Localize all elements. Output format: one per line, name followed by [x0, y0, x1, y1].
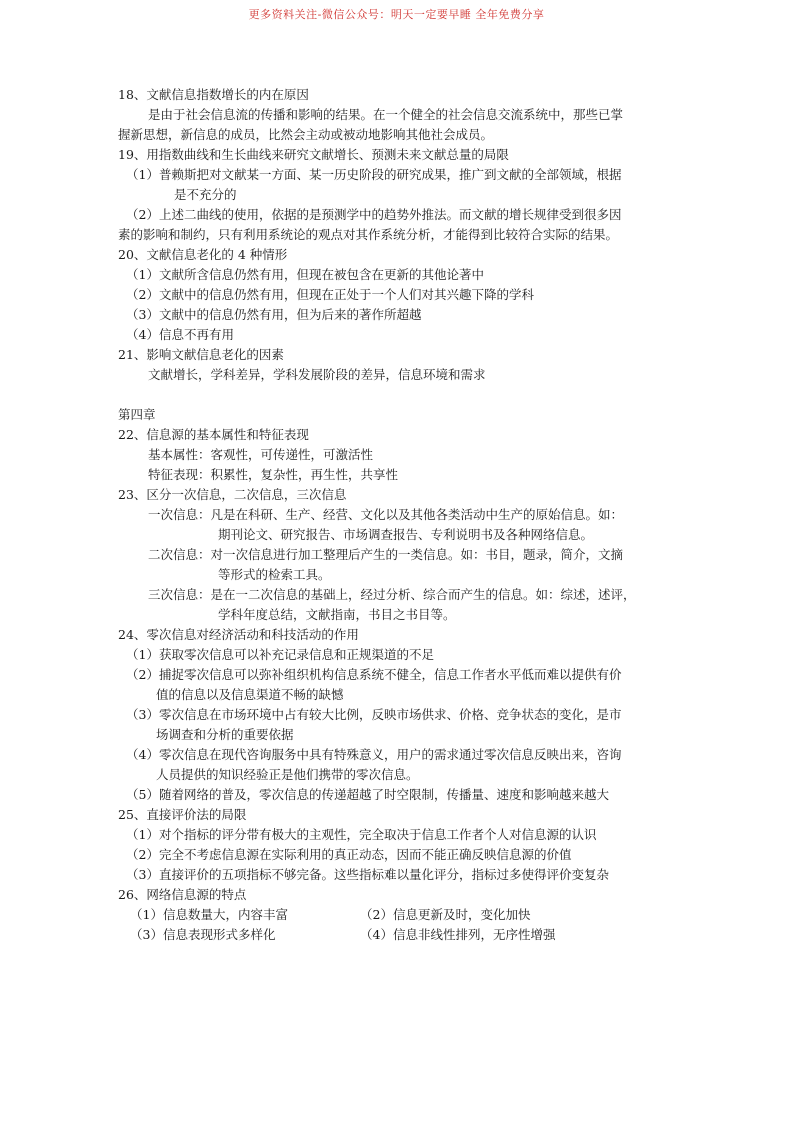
q26-item: （1）信息数量大，内容丰富 [130, 907, 288, 922]
q24-item: （2）捕捉零次信息可以弥补组织机构信息系统不健全，信息工作者水平低而难以提供有价 [126, 667, 622, 682]
q25-title: 25、直接评价法的局限 [118, 807, 247, 822]
q26-row [118, 925, 688, 945]
q23-title: 23、区分一次信息，二次信息，三次信息 [118, 487, 347, 502]
chapter-heading: 第四章 [118, 407, 156, 422]
q23-third-cont: 学科年度总结，文献指南，书目之书目等。 [218, 607, 456, 622]
q22-line: 特征表现：积累性，复杂性，再生性，共享性 [148, 467, 399, 482]
q24-item: （1）获取零次信息可以补充记录信息和正规渠道的不足 [126, 647, 434, 662]
q26-item: （3）信息表现形式多样化 [130, 927, 276, 942]
q20-item: （1）文献所含信息仍然有用，但现在被包含在更新的其他论著中 [126, 267, 484, 282]
q23-second-cont: 等形式的检索工具。 [218, 567, 331, 582]
q24-item: （5）随着网络的普及，零次信息的传递超越了时空限制，传播量、速度和影响越来越大 [126, 787, 609, 802]
q20-item: （4）信息不再有用 [126, 327, 234, 342]
q24-item: （3）零次信息在市场环境中占有较大比例，反映市场供求、价格、竞争状态的变化，是市 [126, 707, 622, 722]
q20-title: 20、文献信息老化的 4 种情形 [118, 247, 288, 262]
q22-line: 基本属性：客观性，可传递性，可激活性 [148, 447, 374, 462]
q25-item: （2）完全不考虑信息源在实际利用的真正动态，因而不能正确反映信息源的价值 [126, 847, 572, 862]
q19-title: 19、用指数曲线和生长曲线来研究文献增长、预测未来文献总量的局限 [118, 147, 509, 162]
q23-first-cont: 期刊论文、研究报告、市场调查报告、专利说明书及各种网络信息。 [218, 527, 594, 542]
spacer [118, 385, 688, 405]
q23-third: 三次信息：是在一二次信息的基础上，经过分析、综合而产生的信息。如：综述，述评， [148, 587, 636, 602]
q26-title: 26、网络信息源的特点 [118, 887, 247, 902]
q19-item-cont: 是不充分的 [174, 187, 237, 202]
q21-title: 21、影响文献信息老化的因素 [118, 347, 284, 362]
q18-line: 是由于社会信息流的传播和影响的结果。在一个健全的社会信息交流系统中，那些已掌 [148, 107, 624, 122]
q26-item: （4）信息非线性排列，无序性增强 [360, 927, 556, 942]
header-banner: 更多资料关注-微信公众号：明天一定要早睡 全年免费分享 [248, 8, 545, 21]
q21-line: 文献增长，学科差异，学科发展阶段的差异，信息环境和需求 [148, 367, 486, 382]
q23-second: 二次信息：对一次信息进行加工整理后产生的一类信息。如：书目，题录，简介，文摘 [148, 547, 624, 562]
q25-item: （1）对个指标的评分带有极大的主观性，完全取决于信息工作者个人对信息源的认识 [126, 827, 597, 842]
q22-title: 22、信息源的基本属性和特征表现 [118, 427, 309, 442]
q18-line: 握新思想，新信息的成员，比然会主动或被动地影响其他社会成员。 [118, 127, 494, 142]
q20-item: （3）文献中的信息仍然有用，但为后来的著作所超越 [126, 307, 422, 322]
q19-item: （1）普赖斯把对文献某一方面、某一历史阶段的研究成果，推广到文献的全部领域，根据 [126, 167, 622, 182]
q18-title: 18、文献信息指数增长的内在原因 [118, 87, 309, 102]
q25-item: （3）直接评价的五项指标不够完备。这些指标难以量化评分，指标过多使得评价变复杂 [126, 867, 609, 882]
q24-item-cont: 人员提供的知识经验正是他们携带的零次信息。 [156, 767, 419, 782]
q26-row [118, 905, 688, 925]
q24-title: 24、零次信息对经济活动和科技活动的作用 [118, 627, 359, 642]
q19-item: （2）上述二曲线的使用，依据的是预测学中的趋势外推法。而文献的增长规律受到很多因 [126, 207, 622, 222]
q24-item-cont: 场调查和分析的重要依据 [156, 727, 294, 742]
q23-first: 一次信息：凡是在科研、生产、经营、文化以及其他各类活动中生产的原始信息。如： [148, 507, 624, 522]
q26-item: （2）信息更新及时，变化加快 [360, 907, 531, 922]
q20-item: （2）文献中的信息仍然有用，但现在正处于一个人们对其兴趣下降的学科 [126, 287, 534, 302]
q24-item-cont: 值的信息以及信息渠道不畅的缺憾 [156, 687, 344, 702]
document-body [118, 85, 688, 945]
q19-item-cont: 素的影响和制约，只有利用系统论的观点对其作系统分析，才能得到比较符合实际的结果。 [118, 227, 619, 242]
q24-item: （4）零次信息在现代咨询服务中具有特殊意义，用户的需求通过零次信息反映出来，咨询 [126, 747, 622, 762]
